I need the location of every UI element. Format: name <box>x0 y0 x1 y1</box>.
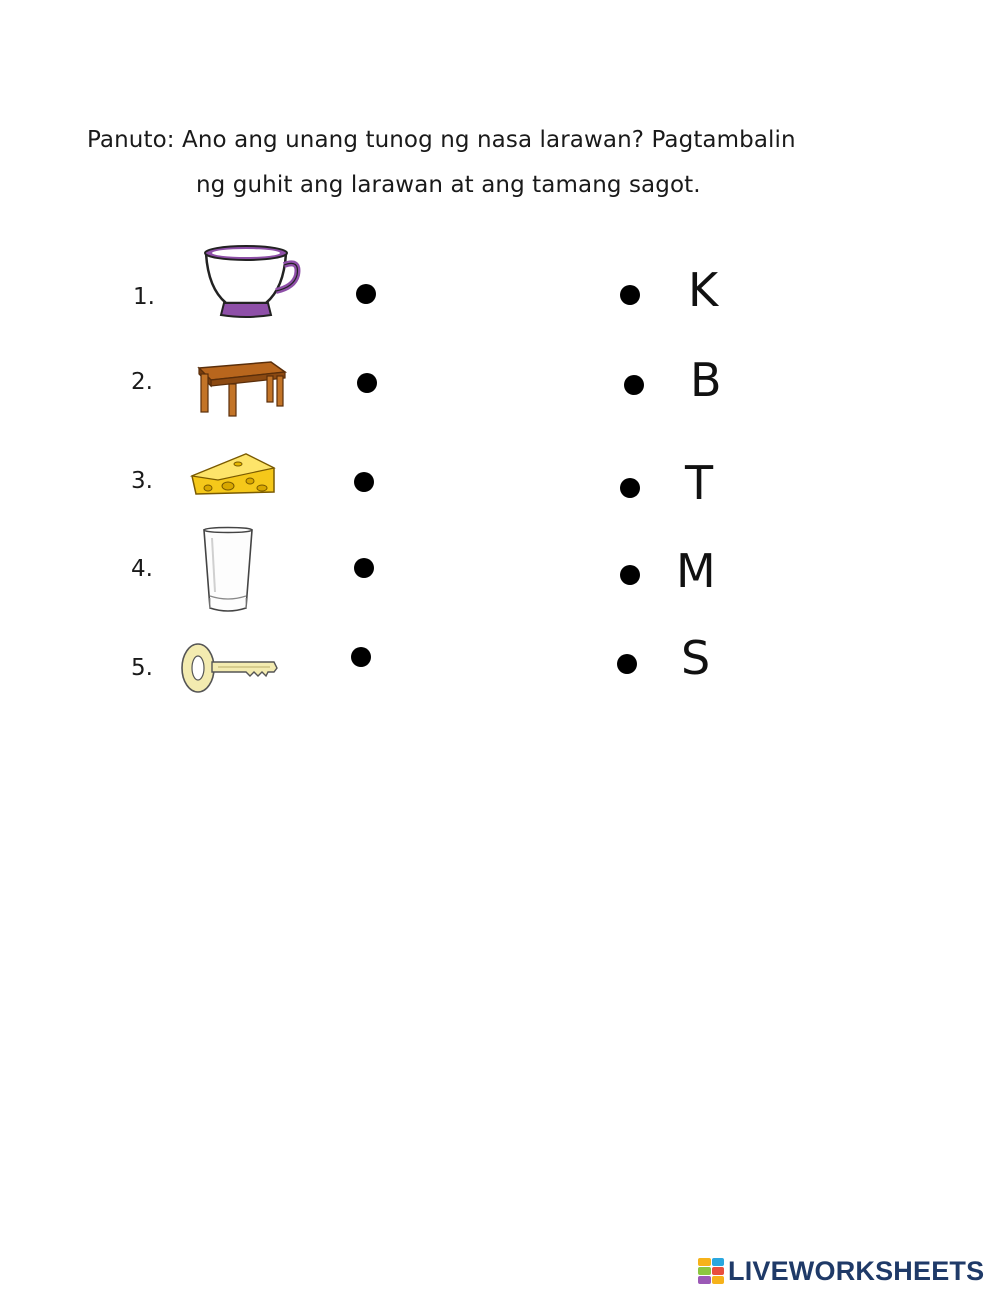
left-dot-5[interactable] <box>351 647 371 667</box>
item-number-3: 3. <box>131 468 153 494</box>
left-dot-1[interactable] <box>356 284 376 304</box>
item-number-5: 5. <box>131 655 153 681</box>
answer-letter-1: K <box>688 263 719 317</box>
left-dot-4[interactable] <box>354 558 374 578</box>
key-icon <box>178 638 280 698</box>
left-dot-2[interactable] <box>357 373 377 393</box>
right-dot-3[interactable] <box>620 478 640 498</box>
answer-letter-3: T <box>685 456 714 510</box>
glass-icon <box>200 526 256 616</box>
item-number-4: 4. <box>131 556 153 582</box>
cup-icon <box>196 243 302 321</box>
logo-text: LIVEWORKSHEETS <box>728 1255 985 1286</box>
right-dot-5[interactable] <box>617 654 637 674</box>
cheese-icon <box>188 448 280 500</box>
liveworksheets-logo <box>698 1254 984 1288</box>
answer-letter-4: M <box>676 544 716 598</box>
item-number-2: 2. <box>131 369 153 395</box>
logo-grid-icon <box>698 1258 724 1284</box>
table-icon <box>193 358 289 420</box>
left-dot-3[interactable] <box>354 472 374 492</box>
right-dot-4[interactable] <box>620 565 640 585</box>
right-dot-2[interactable] <box>624 375 644 395</box>
instructions-line-2: ng guhit ang larawan at ang tamang sagot. <box>196 172 701 198</box>
answer-letter-5: S <box>681 631 711 685</box>
item-number-1: 1. <box>133 284 155 310</box>
answer-letter-2: B <box>690 353 722 407</box>
instructions-line-1: Panuto: Ano ang unang tunog ng nasa larawan? Pagtambalin <box>87 127 796 153</box>
right-dot-1[interactable] <box>620 285 640 305</box>
